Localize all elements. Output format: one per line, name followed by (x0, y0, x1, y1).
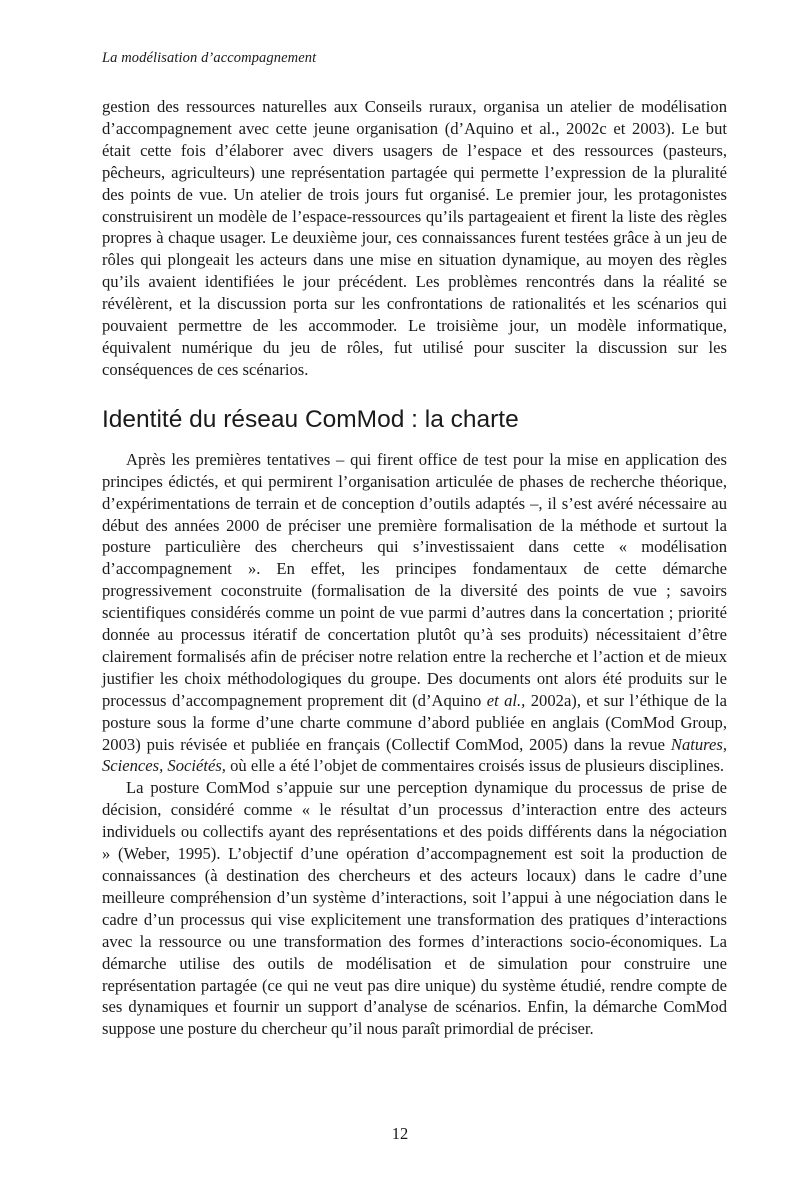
paragraph-2-etal: et al., (486, 690, 526, 710)
paragraph-1 (102, 96, 727, 381)
paragraph-2-journal: Natures, Sciences, Sociétés, (102, 734, 727, 776)
paragraph-2-part3: où elle a été l’objet de commentaires croisés issus de plusieurs disciplines. (225, 756, 725, 776)
paragraph-3 (102, 777, 727, 1040)
paragraph-2 (102, 449, 727, 778)
running-header: La modélisation d’accompagnement (102, 50, 317, 66)
body-text (102, 96, 727, 1040)
paragraph-2-part2: 2002a), et sur l’éthique de la posture sous la forme d’une charte commune d’abord publiée en anglais (ComMod Group, 2003) puis révisée et publiée en français (Collectif ComMod, 2005) dans la revue (102, 690, 727, 754)
page-number: 12 (391, 1124, 409, 1143)
paragraph-1-text: gestion des ressources naturelles aux Conseils ruraux, organisa un atelier de modélisation d’accompagnement avec cette jeune organisation (d’Aquino et al., 2002c et 2003). Le but était cette fois d’élaborer avec divers usagers de l’espace et des ressources (pasteurs, pêcheurs, agriculteurs) une représentation partagée qui permette l’expression de la pluralité des points de vue. Un atelier de trois jours fut organisé. Le premier jour, les protagonistes construisirent un modèle de l’espace-ressources qu’ils partageaient et firent la liste des règles propres à chaque usager. Le deuxième jour, ces connaissances furent testées grâce à un jeu de rôles qui plongeait les acteurs dans une mise en situation dynamique, au moyen des règles qu’ils avaient identifiées le jour précédent. Les problèmes rencontrés dans la réalité se révélèrent, et la discussion porta sur les confrontations de rationalités et les scénarios qui pouvaient permettre de les accommoder. Le troisième jour, un modèle informatique, équivalent numérique du jeu de rôles, fut utilisé pour susciter la discussion sur les conséquences de ces scénarios. (102, 97, 727, 379)
paragraph-2-part1: Après les premières tentatives – qui firent office de test pour la mise en application des principes édictés, et qui permirent l’organisation articulée de phases de recherche théorique, d’expérimentations de terrain et de conception d’outils adaptés –, il s’est avéré nécessaire au début des années 2000 de préciser une première formalisation de la méthode et surtout la posture particulière des chercheurs qui s’investissaient dans cette « modélisation d’accompagnement ». En effet, les principes fondamentaux de cette démarche progressivement coconstruite (formalisation de la diversité des points de vue ; savoirs scientifiques considérés comme un point de vue parmi d’autres dans la concertation ; priorité donnée au processus itératif de concertation plutôt qu’à ses produits) nécessitaient d’être clairement formalisés afin de préciser notre relation entre la recherche et l’action et de mieux justifier les choix méthodologiques du groupe. Des documents ont alors été produits sur le processus d’accompagnement proprement dit (d’Aquino (102, 449, 727, 710)
paragraph-3-text: La posture ComMod s’appuie sur une perception dynamique du processus de prise de décision, considéré comme « le résultat d’un processus d’interaction entre des acteurs individuels ou collectifs ayant des représentations et des poids différents dans la négociation » (Weber, 1995). L’objectif d’une opération d’accompagnement est soit la production de connaissances (à destination des chercheurs et des acteurs locaux) dans le cadre d’une meilleure compréhension d’un système d’interactions, soit l’appui à une négociation dans le cadre d’un processus qui vise explicitement une transformation des pratiques d’interactions avec la ressource ou une transformation des formes d’interactions socio-économiques. La démarche utilise des outils de modélisation et de simulation pour construire une représentation partagée (ce qui ne veut pas dire unique) du système étudié, rendre compte de ses dynamiques et fournir un support d’analyse de scénarios. Enfin, la démarche ComMod suppose une posture du chercheur qu’il nous paraît primordial de préciser. (102, 778, 727, 1039)
section-title: Identité du réseau ComMod : la charte (102, 405, 519, 433)
